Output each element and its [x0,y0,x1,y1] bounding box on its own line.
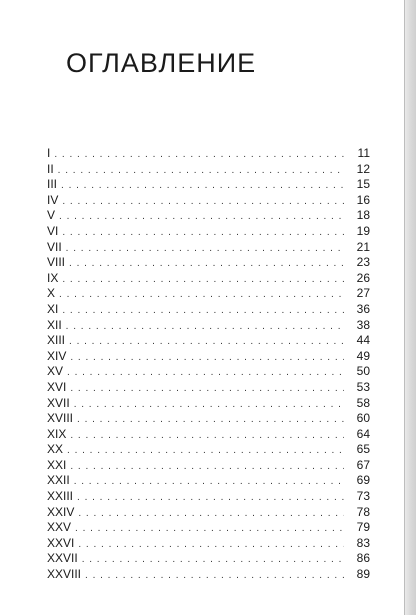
toc-entry [47,193,370,209]
chapter-number: XIII [47,333,66,348]
chapter-number: XV [47,364,64,379]
adjacent-page-edge [405,0,416,615]
dot-leader [62,225,344,241]
dot-leader [62,303,344,319]
page-number: 67 [356,457,370,472]
chapter-number: XXIII [47,489,74,504]
chapter-number: VII [47,239,62,254]
page-number: 16 [356,192,370,207]
chapter-number: V [47,208,56,223]
chapter-number: XI [47,301,59,316]
toc-entry [47,364,370,380]
toc-entry [47,380,370,396]
page-number: 15 [356,177,370,192]
chapter-number: XII [47,317,62,332]
toc-entry [47,255,370,271]
table-of-contents [47,146,370,583]
toc-entry [47,271,370,287]
chapter-number: VI [47,223,59,238]
dot-leader [74,397,344,413]
page-number: 44 [356,333,370,348]
page-number: 83 [356,535,370,550]
dot-leader [62,194,344,210]
dot-leader [67,365,344,381]
dot-leader [85,568,344,584]
dot-leader [70,428,344,444]
toc-entry [47,162,370,178]
page-number: 26 [356,270,370,285]
toc-entry [47,442,370,458]
chapter-number: XVIII [47,411,74,426]
toc-entry [47,302,370,318]
page-number: 11 [357,146,370,160]
dot-leader [70,350,344,366]
chapter-number: XXII [47,473,70,488]
page-number: 86 [356,551,370,566]
chapter-number: X [47,286,56,301]
dot-leader [66,241,344,257]
chapter-number: IX [47,270,59,285]
chapter-number: XVI [47,379,67,394]
dot-leader [78,537,344,553]
toc-entry [47,520,370,536]
toc-entry [47,505,370,521]
toc-entry [47,240,370,256]
page-number: 64 [356,426,370,441]
dot-leader [74,474,344,490]
dot-leader [78,506,344,522]
page-number: 12 [356,161,370,176]
dot-leader [69,256,344,272]
dot-leader [59,287,344,303]
dot-leader [61,178,344,194]
chapter-number: VIII [47,255,66,270]
chapter-number: XIX [47,426,67,441]
toc-entry [47,567,370,583]
chapter-number: XXVIII [47,567,82,582]
page-number: 69 [356,473,370,488]
dot-leader [66,319,344,335]
dot-leader [77,412,344,428]
page-number: 19 [356,223,370,238]
page-number: 23 [356,255,370,270]
toc-entry [47,318,370,334]
toc-entry [47,427,370,443]
dot-leader [75,521,344,537]
chapter-number: IV [47,192,59,207]
page-number: 60 [356,411,370,426]
dot-leader [77,490,344,506]
page-number: 27 [356,286,370,301]
page-number: 73 [356,489,370,504]
page-number: 36 [356,301,370,316]
chapter-number: XXVI [47,535,75,550]
chapter-number: XXIV [47,504,75,519]
dot-leader [67,443,344,459]
page-number: 65 [356,442,370,457]
page-number: 89 [356,567,370,582]
dot-leader [70,459,344,475]
toc-entry [47,396,370,412]
toc-entry [47,224,370,240]
toc-entry [47,536,370,552]
dot-leader [54,147,344,163]
page-number: 50 [356,364,370,379]
page-number: 53 [356,379,370,394]
page-number: 78 [356,504,370,519]
page-number: 79 [356,520,370,535]
toc-entry [47,489,370,505]
chapter-number: III [47,177,58,192]
page-number: 49 [356,348,370,363]
chapter-number: I [47,146,51,160]
dot-leader [62,272,344,288]
toc-entry [47,473,370,489]
dot-leader [58,163,344,179]
toc-entry [47,458,370,474]
dot-leader [82,552,344,568]
toc-entry [47,333,370,349]
toc-entry [47,349,370,365]
page-title: ОГЛАВЛЕНИЕ [66,48,257,78]
chapter-number: XX [47,442,64,457]
chapter-number: XVII [47,395,70,410]
chapter-number: II [47,161,54,176]
toc-entry [47,177,370,193]
page-number: 58 [356,395,370,410]
dot-leader [70,381,344,397]
dot-leader [69,334,344,350]
toc-entry [47,286,370,302]
toc-entry [47,411,370,427]
chapter-number: XXVII [47,551,78,566]
chapter-number: XXI [47,457,67,472]
toc-entry [47,146,370,162]
page-number: 38 [356,317,370,332]
toc-entry [47,551,370,567]
page-number: 18 [356,208,370,223]
toc-entry [47,208,370,224]
chapter-number: XXV [47,520,72,535]
chapter-number: XIV [47,348,67,363]
page-number: 21 [356,239,370,254]
dot-leader [59,209,344,225]
